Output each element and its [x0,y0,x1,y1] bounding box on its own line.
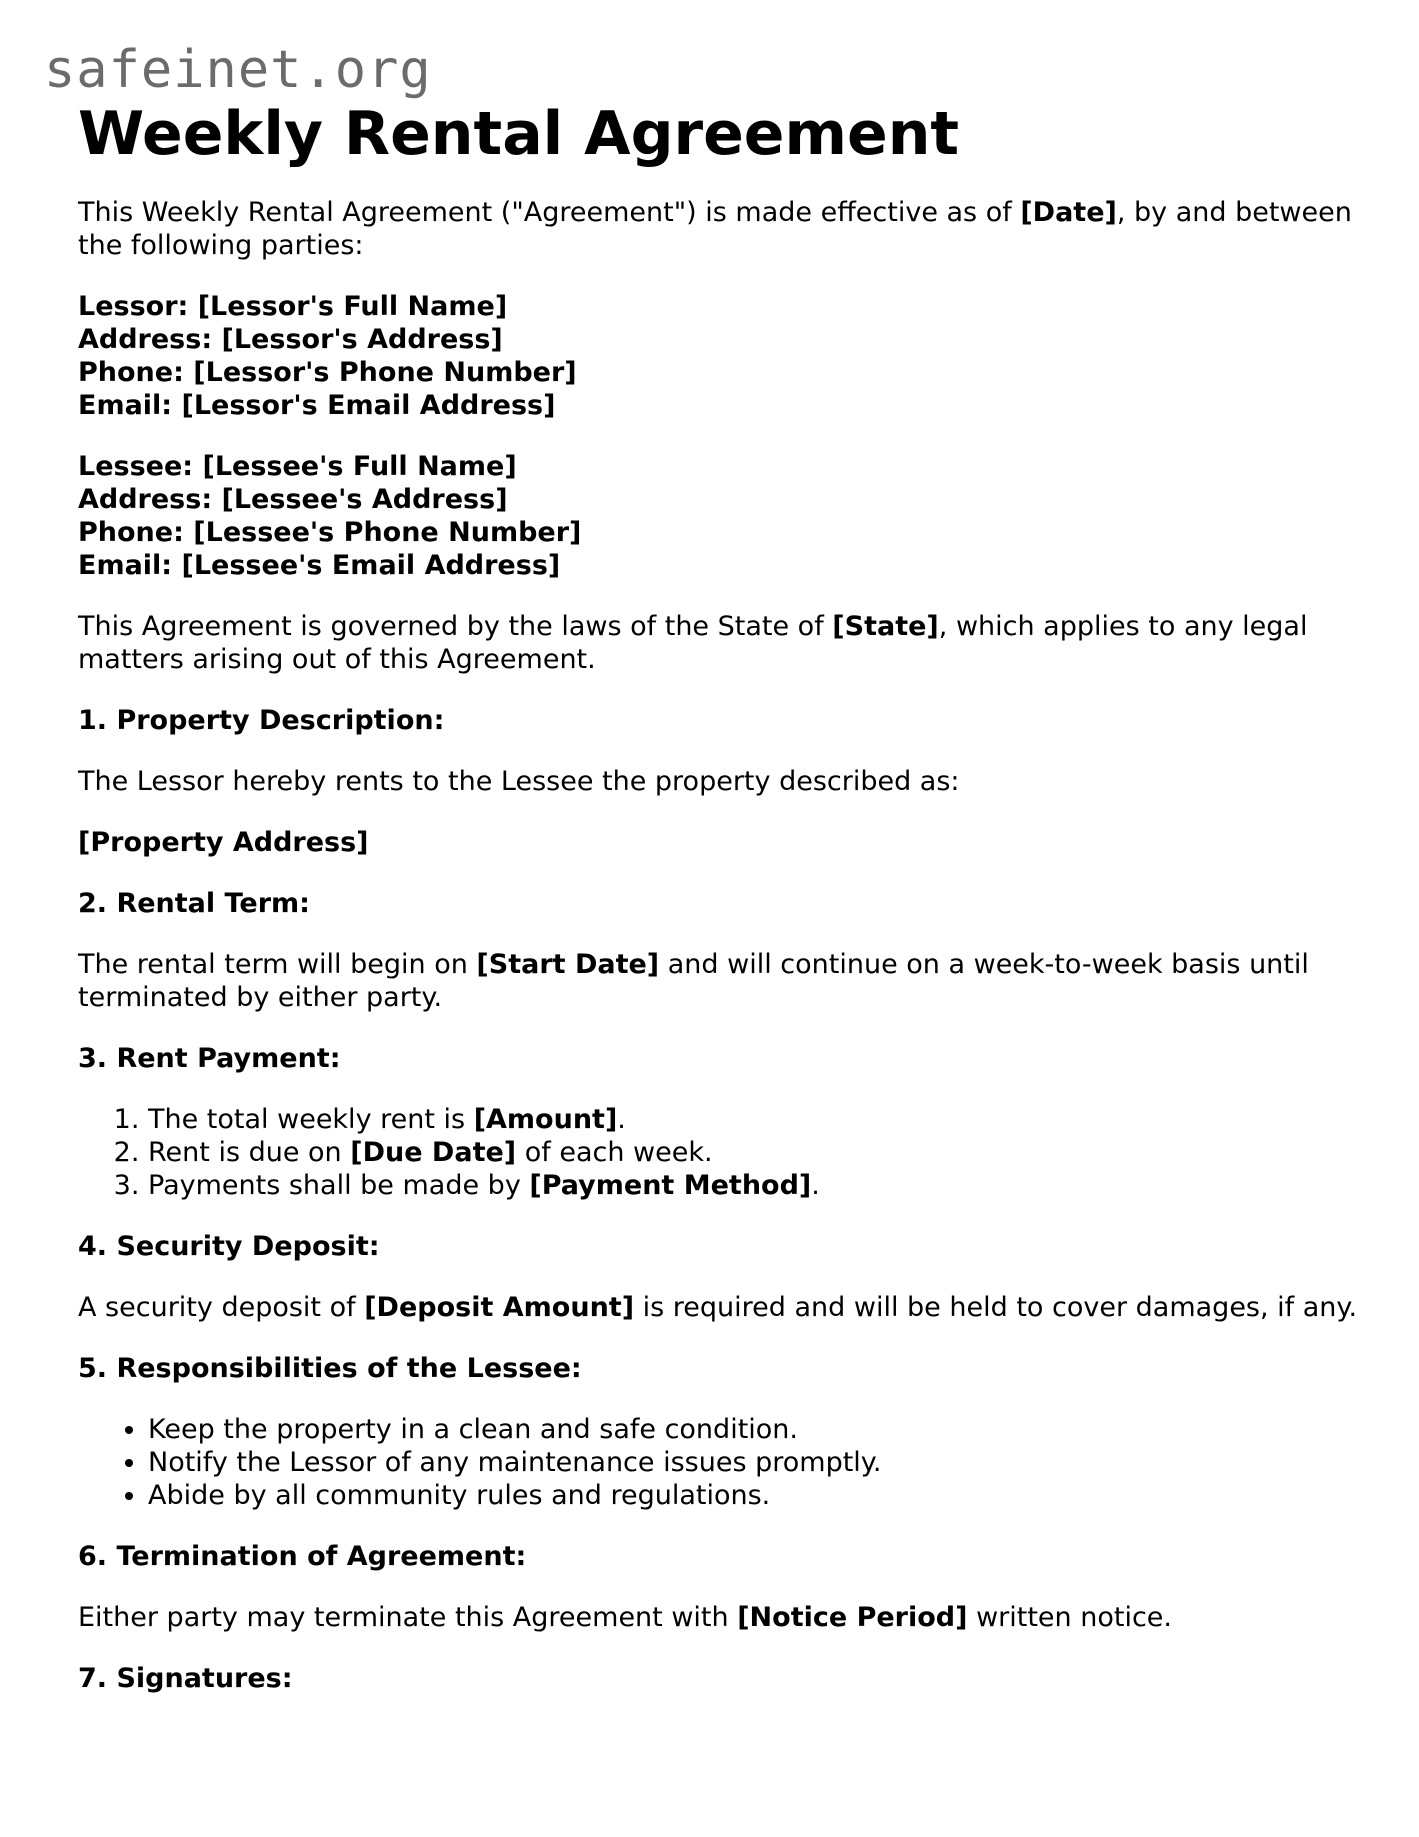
lessor-phone: Phone: [Lessor's Phone Number] [78,357,577,388]
rent-item-2-before: Rent is due on [148,1137,351,1168]
section-1-title: 1. Property Description: [78,705,445,736]
document-title: Weekly Rental Agreement [78,99,960,169]
termination-text-before: Either party may terminate this Agreement with [78,1602,738,1633]
lessor-name: Lessor: [Lessor's Full Name] [78,291,508,322]
section-7-title: 7. Signatures: [78,1663,293,1694]
lessor-address: Address: [Lessor's Address] [78,324,503,355]
termination-text-after: written notice. [967,1602,1172,1633]
list-item [148,1103,1358,1136]
section-4-text [78,1291,1358,1324]
lessee-email: Email: [Lessee's Email Address] [78,550,561,581]
rental-term-text-after: and will continue on a week-to-week basis until terminated by either party. [78,949,1309,1013]
section-3-title: 3. Rent Payment: [78,1043,341,1074]
amount-placeholder: [Amount] [473,1104,618,1135]
property-address-placeholder [78,826,1358,859]
due-date-placeholder: [Due Date] [350,1137,517,1168]
intro-paragraph [78,196,1358,262]
section-6-title: 6. Termination of Agreement: [78,1541,527,1572]
rent-item-3-before: Payments shall be made by [148,1170,530,1201]
governing-law-paragraph [78,610,1358,676]
rent-item-3-after: . [811,1170,820,1201]
section-2-text [78,948,1358,1014]
intro-text-after: , by and between the following parties: [78,197,1352,261]
section-1-text: The Lessor hereby rents to the Lessee the property described as: [78,766,960,797]
list-item [148,1136,1358,1169]
start-date-placeholder: [Start Date] [476,949,660,980]
list-item: • Notify the Lessor of any maintenance issues promptly. [148,1446,1358,1479]
lessee-phone: Phone: [Lessee's Phone Number] [78,517,582,548]
list-item: • Keep the property in a clean and safe condition. [148,1413,1358,1446]
lessee-address: Address: [Lessee's Address] [78,484,508,515]
deposit-text-after: is required and will be held to cover damages, if any. [634,1292,1358,1323]
list-item [148,1169,1358,1202]
notice-period-placeholder: [Notice Period] [737,1602,968,1633]
deposit-text-before: A security deposit of [78,1292,365,1323]
section-6-text [78,1601,1358,1634]
rent-item-1-before: The total weekly rent is [148,1104,474,1135]
intro-text-before: This Weekly Rental Agreement ("Agreement") is made effective as of [78,197,1021,228]
lessor-email: Email: [Lessor's Email Address] [78,390,556,421]
rent-payment-list [78,1103,1358,1202]
rental-term-text-before: The rental term will begin on [78,949,477,980]
lessee-block [78,450,1358,582]
watermark-text: safeinet.org [44,40,432,100]
document-body [78,98,1358,1723]
lessee-name: Lessee: [Lessee's Full Name] [78,451,517,482]
deposit-amount-placeholder: [Deposit Amount] [364,1292,635,1323]
state-placeholder: [State] [832,611,939,642]
list-item: • Abide by all community rules and regulations. [148,1479,1358,1512]
lessor-block [78,290,1358,422]
governing-text-before: This Agreement is governed by the laws of the State of [78,611,833,642]
responsibilities-list [78,1413,1358,1512]
section-5-title: 5. Responsibilities of the Lessee: [78,1353,582,1384]
property-address-value: [Property Address] [78,827,369,858]
rent-item-1-after: . [617,1104,626,1135]
rent-item-2-after: of each week. [516,1137,713,1168]
section-2-title: 2. Rental Term: [78,888,310,919]
effective-date-placeholder: [Date] [1020,197,1117,228]
section-4-title: 4. Security Deposit: [78,1231,380,1262]
payment-method-placeholder: [Payment Method] [529,1170,812,1201]
governing-text-after: , which applies to any legal matters arising out of this Agreement. [78,611,1308,675]
